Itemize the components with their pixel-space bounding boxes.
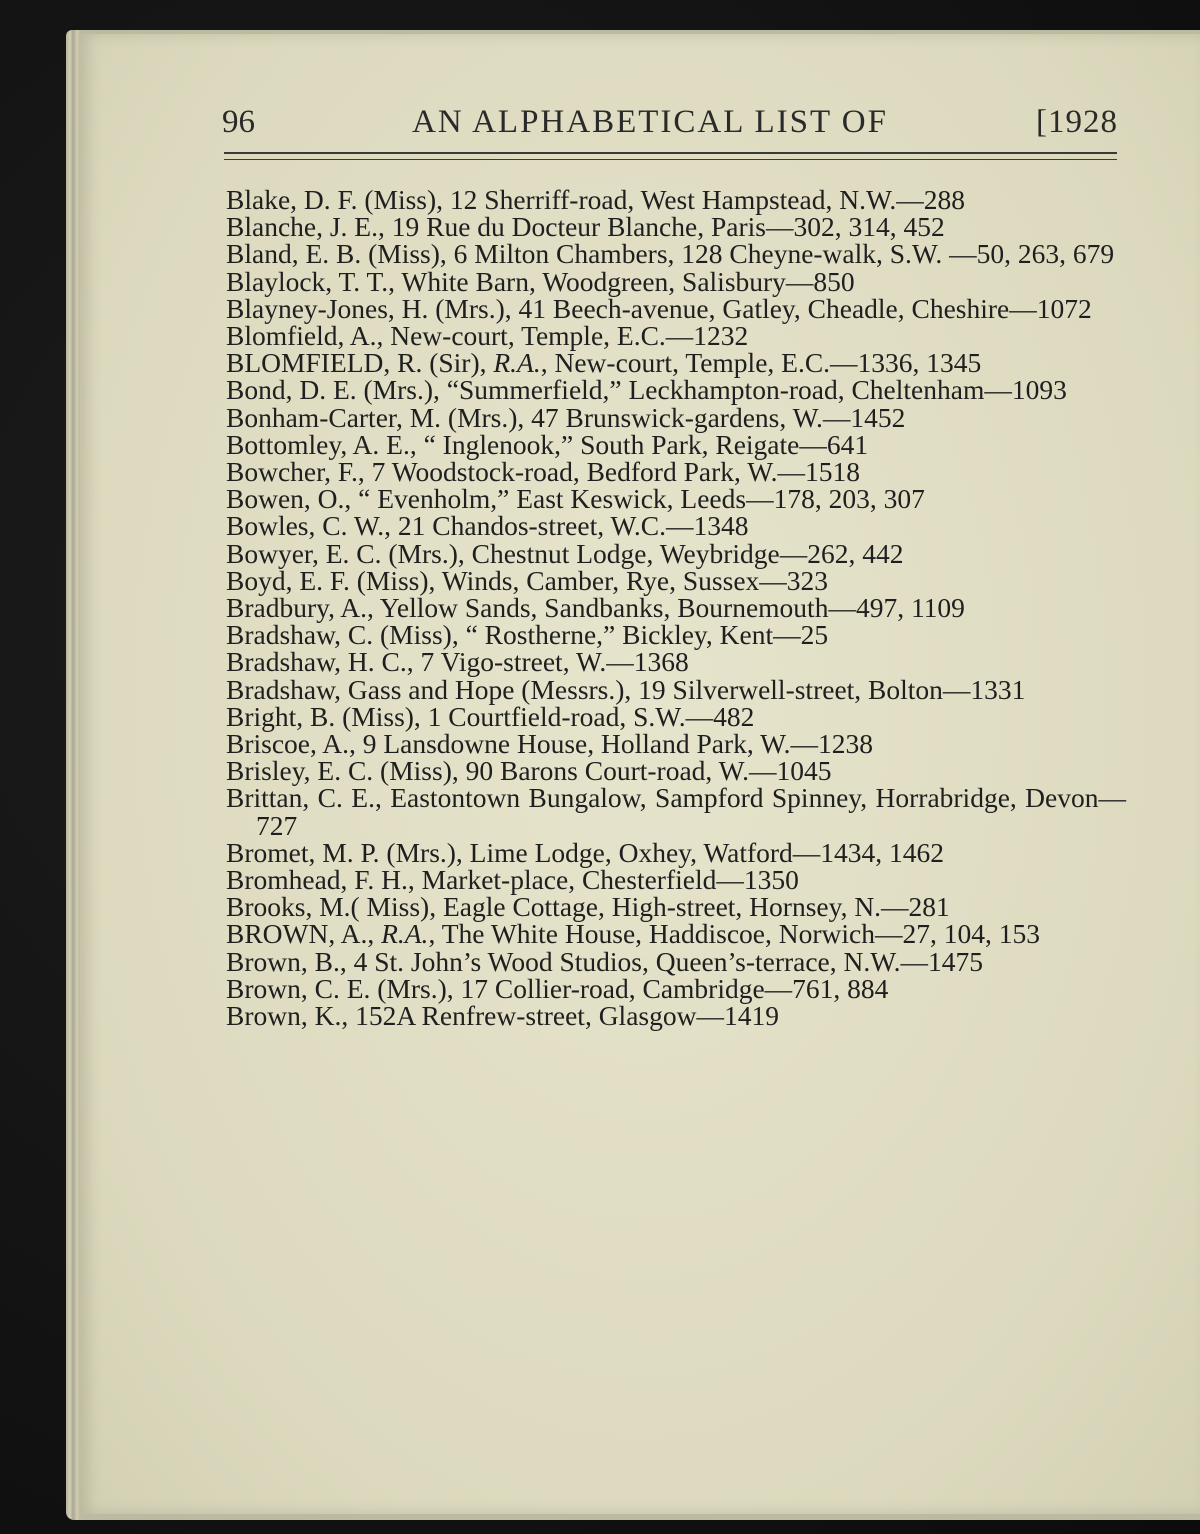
list-entry: Brown, K., 152A Renfrew-street, Glasgow—1419 [226, 1000, 779, 1032]
list-entry: Boyd, E. F. (Miss), Winds, Camber, Rye, Sussex—323 [226, 564, 829, 596]
header-year: [1928 [1036, 104, 1118, 140]
entry-honour: R.A. [493, 347, 541, 379]
entry-list [226, 184, 1126, 1032]
header-rule-thin [224, 159, 1117, 160]
list-entry: Briscoe, A., 9 Lansdowne House, Holland Park, W.—1238 [226, 728, 873, 760]
list-entry: Brittan, C. E., Eastontown Bungalow, Sampford Spinney, Horrabridge, Devon—727 [226, 782, 1126, 841]
entry-name: BROWN, A., [226, 918, 382, 950]
entry-honour: R.A. [381, 918, 429, 950]
list-entry: Bradbury, A., Yellow Sands, Sandbanks, Bournemouth—497, 1109 [226, 592, 965, 624]
list-entry: Blomfield, A., New-court, Temple, E.C.—1232 [226, 320, 749, 352]
page-number: 96 [222, 104, 255, 140]
list-entry: Blayney-Jones, H. (Mrs.), 41 Beech-avenue, Gatley, Cheadle, Cheshire—1072 [226, 292, 1092, 324]
list-entry: Bradshaw, C. (Miss), “ Rostherne,” Bickley, Kent—25 [226, 619, 829, 651]
list-entry: Blake, D. F. (Miss), 12 Sherriff-road, West Hampstead, N.W.—288 [226, 184, 966, 215]
list-entry: Bowles, C. W., 21 Chandos-street, W.C.—1348 [226, 510, 749, 542]
header-rule-thick [224, 152, 1117, 154]
list-entry: Blanche, J. E., 19 Rue du Docteur Blanche, Paris—302, 314, 452 [226, 211, 945, 243]
list-entry: Blaylock, T. T., White Barn, Woodgreen, Salisbury—850 [226, 265, 855, 297]
list-entry: Bonham-Carter, M. (Mrs.), 47 Brunswick-gardens, W.—1452 [226, 401, 906, 433]
list-entry [226, 918, 1126, 950]
list-entry: Bottomley, A. E., “ Inglenook,” South Park, Reigate—641 [226, 428, 869, 460]
list-entry: Bright, B. (Miss), 1 Courtfield-road, S.W.—482 [226, 700, 755, 732]
running-header [222, 100, 1118, 150]
list-entry: Bowcher, F., 7 Woodstock-road, Bedford Park, W.—1518 [226, 456, 861, 488]
list-entry: Bowyer, E. C. (Mrs.), Chestnut Lodge, Weybridge—262, 442 [226, 537, 904, 569]
list-entry: Bradshaw, H. C., 7 Vigo-street, W.—1368 [226, 646, 689, 678]
list-entry: Bond, D. E. (Mrs.), “Summerfield,” Leckhampton-road, Cheltenham—1093 [226, 374, 1067, 406]
entry-address: , The White House, Haddiscoe, Norwich—27, 104, 153 [428, 918, 1040, 950]
list-entry: Brown, B., 4 St. John’s Wood Studios, Queen’s-terrace, N.W.—1475 [226, 945, 984, 977]
list-entry: Bromhead, F. H., Market-place, Chesterfield—1350 [226, 864, 799, 896]
list-entry [226, 347, 1126, 379]
list-entry: Bowen, O., “ Evenholm,” East Keswick, Leeds—178, 203, 307 [226, 483, 925, 515]
list-entry: Bradshaw, Gass and Hope (Messrs.), 19 Silverwell-street, Bolton—1331 [226, 673, 1026, 705]
list-entry: Brisley, E. C. (Miss), 90 Barons Court-road, W.—1045 [226, 755, 832, 787]
page-title: AN ALPHABETICAL LIST OF [412, 104, 888, 140]
list-entry: Bland, E. B. (Miss), 6 Milton Chambers, 128 Cheyne-walk, S.W. —50, 263, 679 [226, 238, 1115, 270]
list-entry: Bromet, M. P. (Mrs.), Lime Lodge, Oxhey, Watford—1434, 1462 [226, 836, 945, 868]
entry-name: BLOMFIELD, R. (Sir), [226, 347, 494, 379]
list-entry: Brown, C. E. (Mrs.), 17 Collier-road, Cambridge—761, 884 [226, 972, 889, 1004]
entry-address: , New-court, Temple, E.C.—1336, 1345 [540, 347, 982, 379]
list-entry: Brooks, M.( Miss), Eagle Cottage, High-street, Hornsey, N.—281 [226, 891, 950, 923]
